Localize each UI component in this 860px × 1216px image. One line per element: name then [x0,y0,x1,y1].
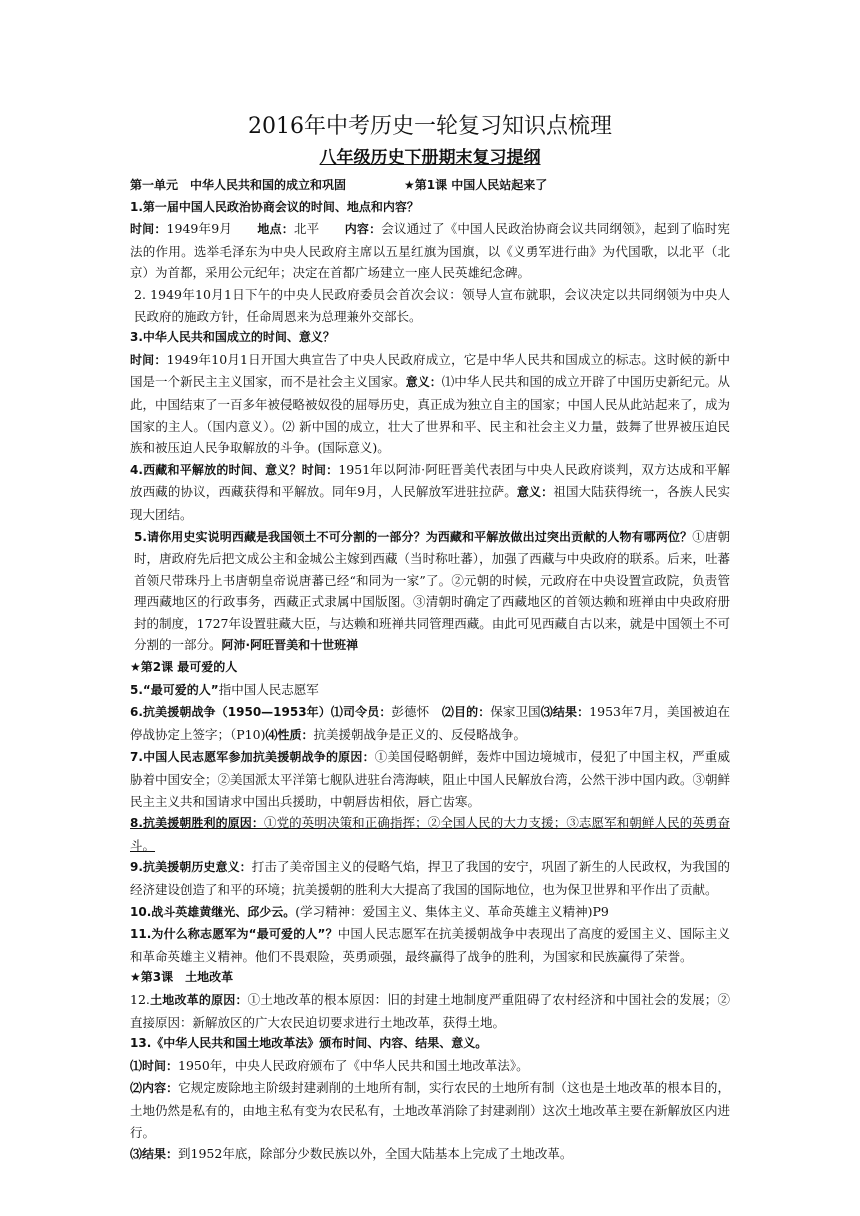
question-1-heading: 1.第一届中国人民政治协商会议的时间、地点和内容？ [130,199,419,214]
question-9: 9.抗美援朝历史意义：打击了美帝国主义的侵略气焰，捍卫了我国的安宁，巩固了新生的人民政权，为我国的经济建设创造了和平的环境；抗美援朝的胜利大大提高了我国的国际地位，也为保卫世界和平作出了贡献。 [130,859,730,897]
document-title: 2016年中考历史一轮复习知识点梳理 [248,114,612,139]
unit-title: 第一单元 中华人民共和国的成立和巩固 [130,178,347,192]
question-3-body: 时间：1949年10月1日开国大典宣告了中央人民政府成立，它是中华人民共和国成立的标志。这时候的新中国是一个新民主主义国家，而不是社会主义国家。意义：⑴中华人民共和国的成立开辟了中国历史新纪元。从此，中国结束了一百多年被侵略被奴役的屈辱历史，真正成为独立自主的国家；中国人民从此站起来了，成为国家的主人。（国内意义）。⑵ 新中国的成立，壮大了世界和平、民主和社会主义力量，鼓舞了世界被压迫民族和被压迫人民争取解放的斗争。(国际意义)。 [130,351,731,456]
question-2: 2. 1949年10月1日下午的中央人民政府委员会首次会议：领导人宣布就职，会议决定以共同纲领为中央人民政府的施政方针，任命周恩来为总理兼外交部长。 [134,286,730,324]
lesson-2-title: ★第2课 最可爱的人 [130,660,238,675]
question-11: 11.为什么称志愿军为“最可爱的人”？中国人民志愿军在抗美援朝战争中表现出了高度的爱国主义、国际主义和革命英雄主义精神。他们不畏艰险，英勇顽强，最终赢得了战争的胜利，为国家和民族赢得了荣誉。 [130,926,730,964]
question-10: 10.战斗英雄黄继光、邱少云。(学习精神：爱国主义、集体主义、革命英雄主义精神)P9 [130,903,609,919]
question-13-content: ⑵内容：它规定废除地主阶级封建剥削的土地所有制，实行农民的土地所有制（这也是土地改革的根本目的，土地仍然是私有的，由地主私有变为农民私有，土地改革消除了封建剥削）这次土地改革主要在新解放区内进行。 [130,1080,731,1140]
question-1-body: 时间：1949年9月 地点：北平 内容：会议通过了《中国人民政治协商会议共同纲领》，起到了临时宪法的作用。选举毛泽东为中央人民政府主席以五星红旗为国旗，以《义勇军进行曲》为代国歌，以北平（北京）为首都，采用公元纪年；决定在首都广场建立一座人民英雄纪念碑。 [130,221,730,281]
question-7: 7.中国人民志愿军参加抗美援朝战争的原因：①美国侵略朝鲜，轰炸中国边境城市，侵犯了中国主权，严重威胁着中国安全；②美国派太平洋第七舰队进驻台湾海峡，阻止中国人民解放台湾，公然干涉中国内政。③朝鲜民主主义共和国请求中国出兵援助，中朝唇齿相依，唇亡齿寒。 [130,749,731,809]
document-subtitle: 八年级历史下册期末复习提纲 [319,148,541,168]
question-12: 12.土地改革的原因：①土地改革的根本原因：旧的封建土地制度严重阻碍了农村经济和中国社会的发展；②直接原因：新解放区的广大农民迫切要求进行土地改革，获得土地。 [130,991,730,1030]
question-6: 6.抗美援朝战争（1950—1953年）⑴司令员：彭德怀 ⑵目的：保家卫国⑶结果：1953年7月，美国被迫在停战协定上签字；（P10)⑷性质：抗美援朝战争是正义的、反侵略战争。 [130,704,730,742]
question-8: 8.抗美援朝胜利的原因：①党的英明决策和正确指挥；②全国人民的大力支援；③志愿军和朝鲜人民的英勇奋斗。 [130,815,730,853]
unit-heading [130,174,730,197]
lesson-3-title: ★第3课 土地改革 [130,970,234,985]
document-page [130,110,730,1166]
question-4: 4.西藏和平解放的时间、意义？时间：1951年以阿沛·阿旺晋美代表团与中央人民政府谈判，双方达成和平解放西藏的协议，西藏获得和平解放。同年9月，人民解放军进驻拉萨。意义：祖国大陆获得统一，各族人民实现大团结。 [130,461,730,522]
lesson-1-title: ★第1课 中国人民站起来了 [404,178,548,192]
question-5: 5.请你用史实说明西藏是我国领土不可分割的一部分？为西藏和平解放做出过突出贡献的人物有哪两位？①唐朝时，唐政府先后把文成公主和金城公主嫁到西藏（当时称吐蕃），加强了西藏与中央政府的联系。后来，吐蕃首领尺带珠丹上书唐朝皇帝说唐蕃已经“和同为一家”了。②元朝的时候，元政府在中央设置宣政院，负责管理西藏地区的行政事务，西藏正式隶属中国版图。③清朝时确定了西藏地区的首领达赖和班禅由中央政府册封的制度，1727年设置驻藏大臣，与达赖和班禅共同管理西藏。由此可见西藏自古以来，就是中国领土不可分割的一部分。阿沛·阿旺晋美和十世班禅 [134,528,730,653]
question-5b: 5.“最可爱的人”指中国人民志愿军 [130,681,319,697]
question-13-time: ⑴时间：1950年，中央人民政府颁布了《中华人民共和国土地改革法》。 [130,1057,529,1073]
question-3-heading: 3.中华人民共和国成立的时间、意义？ [130,330,335,345]
question-13-heading: 13.《中华人民共和国土地改革法》颁布时间、内容、结果、意义。 [130,1036,488,1051]
question-13-result: ⑶结果：到1952年底，除部分少数民族以外，全国大陆基本上完成了土地改革。 [130,1146,573,1162]
